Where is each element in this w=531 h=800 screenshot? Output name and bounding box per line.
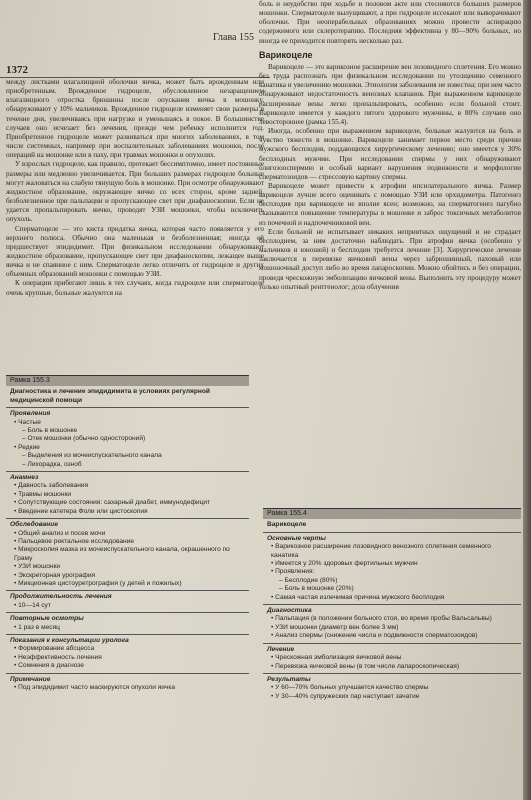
box-list-item: • У 60—70% больных улучшается качество спермы <box>263 684 521 692</box>
box-list-item: • Самая частая излечимая причина мужского бесплодия <box>263 594 521 602</box>
box-list-item: • Неэффективность лечения <box>6 654 249 662</box>
chapter-header: Глава 155 <box>213 32 254 43</box>
right-column <box>259 0 521 292</box>
box-section-heading: Обследование <box>6 518 249 529</box>
box-list-item: • УЗИ мошонки <box>6 563 249 571</box>
box-body <box>6 407 249 692</box>
box-list-item: • Варикозное расширение лозовидного венозного сплетения семенного канатика <box>263 543 521 560</box>
box-section-heading: Лечение <box>263 643 521 654</box>
box-section-heading: Анамнез <box>6 471 249 482</box>
box-list-item: • Введение катетера Фоли или цистоскопия <box>6 508 249 516</box>
box-section-heading: Проявления <box>6 407 249 418</box>
paragraph: Если больной не испытывает никаких неприятных ощущений и не страдает бесплодием, за ним достаточно наблюдать. При атрофии яичка (особенно у мальчиков и юношей) и бесплодии требуется лечение [3]. Хирургическое лечение заключается в перевязке яичковой вены через забрюшинный, паховый или мошоночный доступ либо во время лапароскопии. Можно обойтись и без операции, проведя чрескожную эмболизацию яичковой вены. Выполнить эту процедуру может только опытный рентгенолог; доза облучения <box>259 227 521 291</box>
box-section-heading: Примечание <box>6 673 249 684</box>
box-155-3 <box>6 375 249 692</box>
box-list-item: • Травмы мошонки <box>6 491 249 499</box>
box-list-item: • Сомнения в диагнозе <box>6 662 249 670</box>
paragraph: Иногда, особенно при выраженном варикоцеле, больные жалуются на боль и чувство тяжести в мошонке. Варикоцеле занимает первое место среди причин мужского бесплодия, поддающихся хирургическому лечению; оно имеется у 30% бесплодных мужчин. При исследовании спермы у них обнаруживают олигозооспермию и особый вариант нарушения подвижности и морфологии сперматозоидов — стрессовую картину спермы. <box>259 127 521 181</box>
box-list-item: • Пальпация (в положении больного стоя, во время пробы Вальсальвы) <box>263 615 521 623</box>
box-list-item: • Частые <box>6 419 249 427</box>
box-list-item: • УЗИ мошонки (диаметр вен более 3 мм) <box>263 624 521 632</box>
box-list-item: • Чрескожная эмболизация яичковой вены <box>263 654 521 662</box>
box-list-item: • Имеется у 20% здоровых фертильных мужчин <box>263 560 521 568</box>
box-list-item: • Микционная цистоуретрография (у детей и пожилых) <box>6 580 249 588</box>
box-list-item: • 10—14 сут <box>6 602 249 610</box>
box-list-item: • Давность заболевания <box>6 482 249 490</box>
section-title: Варикоцеле <box>259 49 313 60</box>
box-title: Диагностика и лечение эпидидимита в условиях регулярной медицинской помощи <box>10 388 210 404</box>
box-label: Рамка 155.3 <box>6 376 249 386</box>
box-list-item: • Под эпидидимит часто маскируются опухоли яичка <box>6 684 249 692</box>
paragraph: Сперматоцеле — это киста придатка яичка, которая часто появляется у его верхнего полюса. Обычно она маленькая и безболезненная; иногда ей предшествует эпидидимит. При физикальном исследовании обнаруживают жидкостное образование, пропускающее свет при диафаноскопии, лежащее выше яичка и не спаянное с ним. Сперматоцеле легко отличить от гидроцеле и других объемных образований мошонки с помощью УЗИ. <box>6 224 264 279</box>
box-list-item: – Отек мошонки (обычно одностороний) <box>6 435 249 443</box>
box-list-item: • Формирование абсцесса <box>6 645 249 653</box>
paragraph: между листками влагалищной оболочки яичка, может быть врожденным или приобретенным. Врожденное гидроцеле, обусловленное незаращением влагалищного отростка брюшины после опускания яичка в мошонку, обнаруживают у 10% мальчиков. Врожденное гидроцеле изменяет свои размеры в течение дня, увеличиваясь при нагрузке и уменьшаясь в покое. В большинстве случаев оно исчезает без лечения, прежде чем ребенку исполнится год. Приобретенное гидроцеле может развиваться при многих заболеваниях, в том числе системных, например при воспалительных заболеваниях мошонки, после операций на мошонке или в паху, при травмах мошонки и опухолях. <box>6 78 264 160</box>
box-list-item: • Экскреторная урография <box>6 572 249 580</box>
box-section-heading: Продолжительность лечения <box>6 590 249 601</box>
left-column <box>6 78 264 298</box>
box-list-item: • Перевязка яичковой вены (в том числе лапароскопическая) <box>263 663 521 671</box>
box-list-item: • Редкие <box>6 444 249 452</box>
box-list-item: – Боль в мошонке <box>6 427 249 435</box>
box-section-heading: Показания к консультации уролога <box>6 634 249 645</box>
paragraph: У взрослых гидроцеле, как правило, протекает бессимптомно, имеет постоянные размеры или медленно увеличивается. При больших размерах гидроцеле больные могут жаловаться на слабую тянущую боль в мошонке. При осмотре обнаруживают жидкостное образование, окружающее яичко со всех сторон, кроме задней, безболезненное при пальпации и пропускающее свет при диафаноскопии. Если не удается пропальпировать яичко, проводят УЗИ мошонки, чтобы исключить опухоль. <box>6 160 264 224</box>
box-title: Варикоцеле <box>267 521 307 529</box>
paragraph: Варикоцеле — это варикозное расширение вен лозовидного сплетения. Его можно без труда распознать при физикальном исследовании по утолщению семенного канатика и увеличению мошонки. Этиология заболевания не известна; при нем часто обнаруживают недостаточность венозных клапанов. При выраженном варикоцеле расширенные вены легко пропальпировать, особенно если больной стоит. Варикоцеле имеется у каждого пятого здорового мужчины, в 80% случаев оно левостороннее (рамка 155.4). <box>259 62 521 126</box>
page-edge-shadow <box>523 0 531 800</box>
box-list-item: • Пальцевое ректальное исследование <box>6 538 249 546</box>
box-section-heading: Диагностика <box>263 604 521 615</box>
box-section-heading: Основные черты <box>263 532 521 543</box>
box-list-item: – Боль в мошонке (20%) <box>263 585 521 593</box>
box-section-heading: Результаты <box>263 673 521 684</box>
paragraph: боль и неудобство при ходьбе и половом акте или стесняются больших размеров мошонки. Сперматоцеле вылущивают, а при гидроцеле иссекают или выворачивают оболочки. При неоперабельных образованиях можно провести аспирацию содержимого или склеротерапию. Последняя эффективна у 80—90% больных, но иногда ее приходится повторять несколько раз. <box>259 0 521 45</box>
paragraph: К операции прибегают лишь в тех случаях, когда гидроцеле или сперматоцеле очень крупные, больные жалуются на <box>6 279 264 297</box>
box-list-item: • Сопутствующие состояния: сахарный диабет, иммунодефицит <box>6 499 249 507</box>
box-label: Рамка 155.4 <box>263 509 521 519</box>
box-list-item: – Бесплодие (80%) <box>263 577 521 585</box>
box-list-item: – Выделения из мочеиспускательного канала <box>6 452 249 460</box>
box-list-item: • Микроскопия мазка из мочеиспускательного канала, окрашенного по Граму <box>6 546 249 563</box>
box-list-item: • Общий анализ и посев мочи <box>6 530 249 538</box>
box-section-heading: Повторные осмотры <box>6 612 249 623</box>
box-body <box>263 532 521 701</box>
box-155-4 <box>263 508 521 701</box>
box-list-item: • У 30—40% супружеских пар наступает зачатие <box>263 693 521 701</box>
box-list-item: • Анализ спермы (снижение числа и подвижности сперматозоидов) <box>263 632 521 640</box>
box-list-item: • 1 раз в месяц <box>6 624 249 632</box>
box-list-item: • Проявления: <box>263 568 521 576</box>
page-number: 1372 <box>6 64 28 76</box>
paragraph: Варикоцеле может привести к атрофии ипсилатерального яичка. Размер варикоцеле лучше всего оценивать с помощью УЗИ или орхидометра. Патогенез бесплодия при варикоцеле не вполне ясен; возможно, на сперматогенез пагубно сказываются повышение температуры в мошонке и заброс токсичных метаболитов из почечной и надпочечниковой вен. <box>259 181 521 227</box>
box-list-item: – Лихорадка, озноб <box>6 461 249 469</box>
